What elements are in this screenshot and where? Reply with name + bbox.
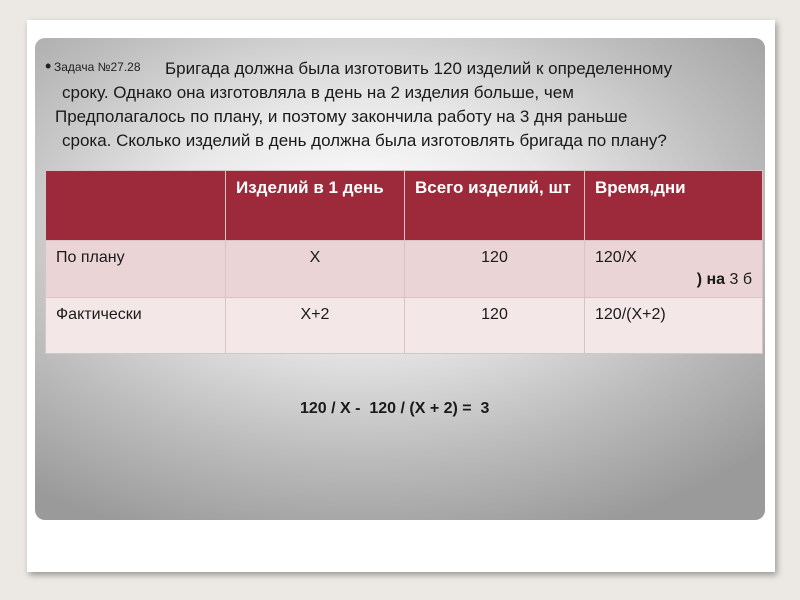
note-rest: 3 б	[725, 271, 752, 288]
cell-total: 120	[405, 241, 585, 298]
problem-line-1: Бригада должна была изготовить 120 изделий к определенному	[165, 59, 673, 78]
table-header-row	[46, 171, 763, 241]
row-label: Фактически	[46, 298, 226, 354]
cell-total: 120	[405, 298, 585, 354]
time-value: 120/X	[595, 249, 637, 266]
problem-line-4: срока. Сколько изделий в день должна была изготовлять бригада по плану?	[62, 131, 667, 150]
problem-line-3: Предполагалось по плану, и поэтому закончила работу на 3 дня раньше	[55, 107, 628, 126]
table-row	[46, 298, 763, 354]
cell-time	[585, 241, 763, 298]
cell-time: 120/(X+2)	[585, 298, 763, 354]
data-table	[45, 170, 763, 354]
time-note	[595, 271, 752, 289]
bullet-icon: •	[45, 56, 52, 76]
row-label: По плану	[46, 241, 226, 298]
header-time: Время,дни	[585, 171, 763, 241]
task-label: Задача №27.28	[54, 60, 141, 74]
table-row	[46, 241, 763, 298]
equation: 120 / X - 120 / (X + 2) = 3	[300, 400, 490, 417]
note-bold: ) на	[696, 271, 726, 288]
header-per-day: Изделий в 1 день	[226, 171, 405, 241]
header-empty	[46, 171, 226, 241]
cell-per-day: X	[226, 241, 405, 298]
header-total: Всего изделий, шт	[405, 171, 585, 241]
problem-line-2: сроку. Однако она изготовляла в день на 2 изделия больше, чем	[62, 83, 574, 102]
cell-per-day: X+2	[226, 298, 405, 354]
